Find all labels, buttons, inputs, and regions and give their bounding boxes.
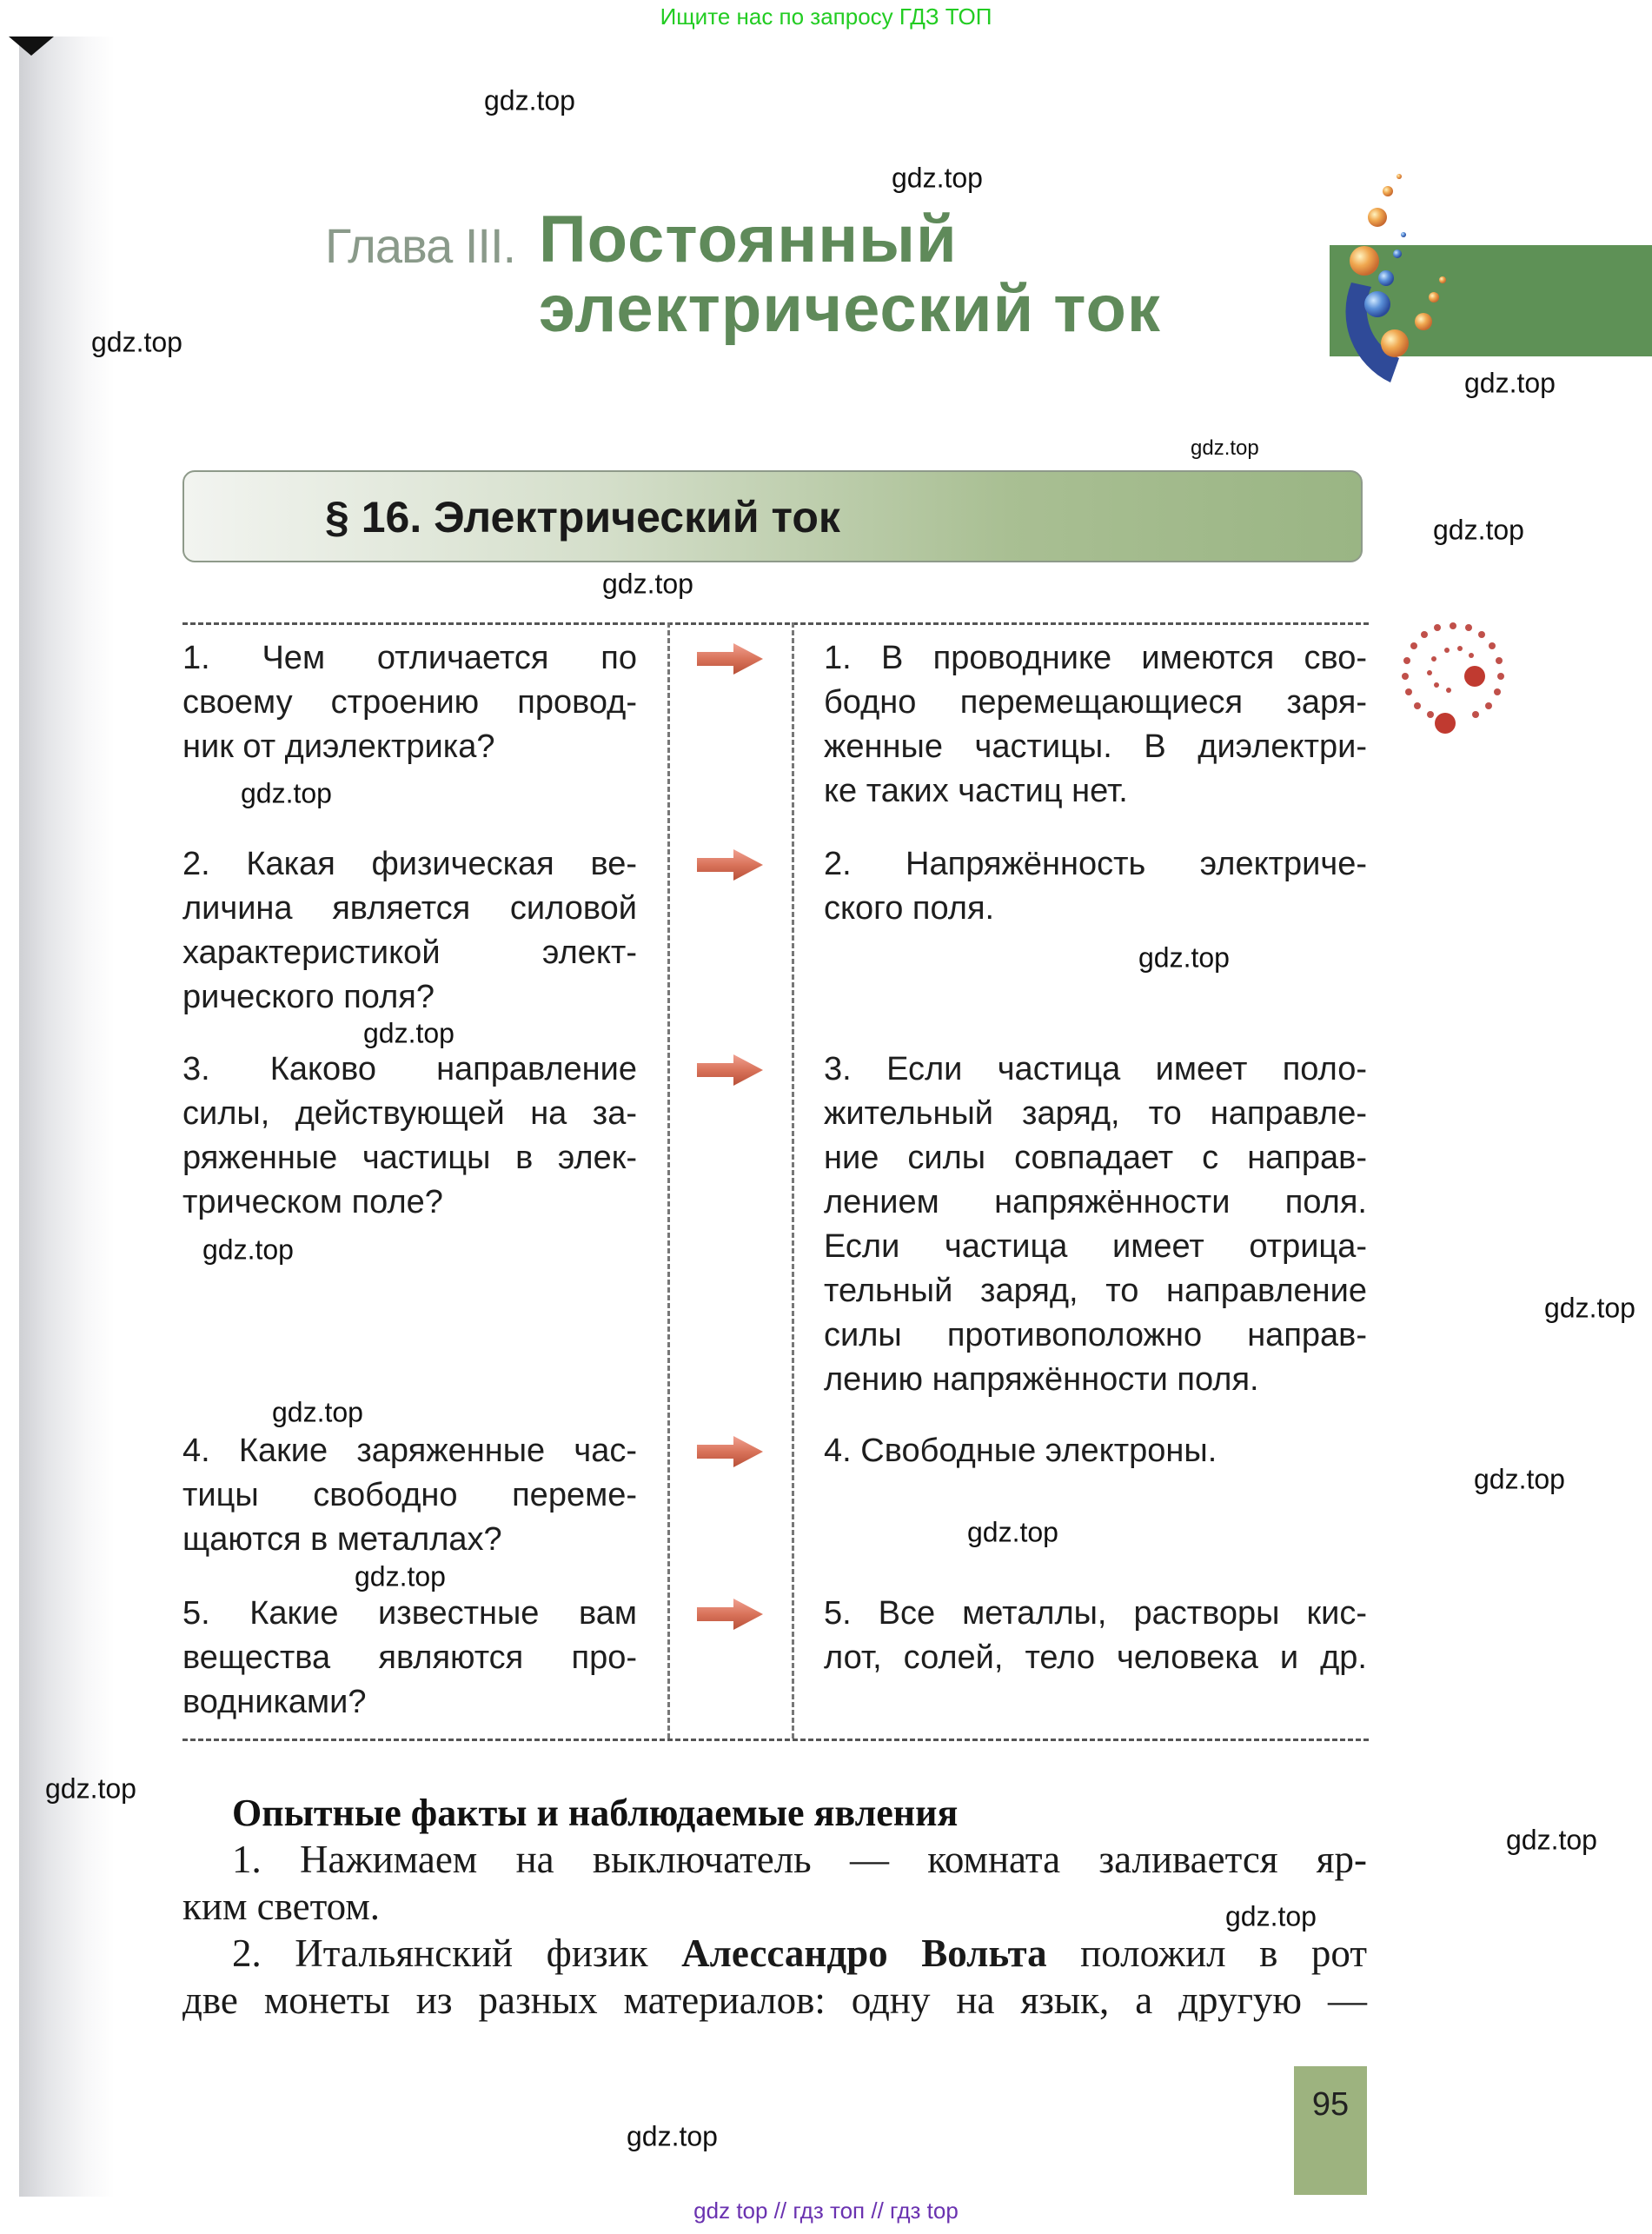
watermark: gdz.top	[363, 1017, 454, 1049]
question-1	[182, 636, 637, 769]
page-gutter-shadow	[19, 37, 115, 2197]
arrow-right-icon	[695, 848, 765, 882]
answer-line: Если частица имеет отрица-	[824, 1228, 1367, 1265]
answer-line: ского поля.	[824, 890, 995, 927]
question-5	[182, 1592, 637, 1725]
answer-1	[824, 636, 1367, 814]
question-line: щаются в металлах?	[182, 1521, 502, 1558]
answer-5	[824, 1592, 1367, 1680]
table-bottom-divider	[182, 1739, 1369, 1741]
watermark: gdz.top	[1544, 1292, 1635, 1324]
facts-heading: Опытные факты и наблюдаемые явления	[232, 1792, 959, 1834]
question-line: силы, действующей на за-	[182, 1095, 637, 1132]
watermark: gdz.top	[1464, 367, 1556, 399]
question-line: трическом поле?	[182, 1184, 443, 1220]
question-line: ник от диэлектрика?	[182, 728, 495, 765]
answer-3	[824, 1047, 1367, 1402]
section-title: § 16. Электрический ток	[325, 493, 840, 542]
corner-mark-icon	[9, 37, 54, 56]
answer-line: 2. Напряжённость электриче-	[824, 846, 1367, 882]
chapter-title-line1: Постоянный	[539, 203, 958, 276]
watermark: gdz.top	[45, 1772, 136, 1805]
answer-line: 4. Свободные электроны.	[824, 1433, 1217, 1469]
question-line: 2. Какая физическая ве-	[182, 846, 637, 882]
answer-4	[824, 1429, 1367, 1473]
fact-1-line1: 1. Нажимаем на выключатель — комната заливается яр-	[232, 1838, 1367, 1881]
answer-line: лением напряжённости поля.	[824, 1184, 1367, 1220]
scientist-name: Алессандро Вольта	[681, 1931, 1047, 1975]
answer-line: жительный заряд, то направле-	[824, 1095, 1367, 1132]
arrow-right-icon	[695, 1053, 765, 1087]
chapter-title-line2: электрический ток	[539, 272, 1161, 346]
watermark: gdz.top	[627, 2120, 718, 2152]
watermark: gdz.top	[355, 1560, 446, 1592]
search-hint-banner: Ищите нас по запросу ГДЗ ТОП	[660, 3, 992, 30]
watermark: gdz.top	[1225, 1900, 1317, 1932]
watermark: gdz.top	[1474, 1463, 1565, 1495]
chapter-decoration-banner	[1269, 174, 1652, 382]
atom-ornament-icon	[1395, 615, 1512, 741]
watermark: gdz.top	[967, 1516, 1058, 1548]
question-line: личина является силовой	[182, 890, 637, 927]
watermark: gdz.top	[202, 1233, 294, 1266]
watermark: gdz.top	[1506, 1824, 1597, 1856]
watermark: gdz.top	[272, 1396, 363, 1428]
answer-line: ке таких частиц нет.	[824, 773, 1128, 809]
question-line: тицы свободно переме-	[182, 1477, 637, 1513]
answer-line: тельный заряд, то направление	[824, 1273, 1367, 1309]
answer-line: лот, солей, тело человека и др.	[824, 1639, 1367, 1676]
fact-2-line1	[232, 1931, 1367, 1976]
answer-line: 1. В проводнике имеются сво-	[824, 640, 1367, 676]
chapter-label: Глава III.	[325, 218, 516, 273]
question-3	[182, 1047, 637, 1225]
question-2	[182, 842, 637, 1020]
answer-line: бодно перемещающиеся заря-	[824, 684, 1367, 721]
watermark: gdz.top	[1138, 941, 1230, 974]
answer-line: женные частицы. В диэлектри-	[824, 728, 1367, 765]
watermark: gdz.top	[484, 84, 575, 116]
watermark: gdz.top	[1191, 436, 1259, 460]
question-4	[182, 1429, 637, 1562]
watermark: gdz.top	[892, 162, 983, 194]
question-line: водниками?	[182, 1684, 367, 1720]
answer-line: 5. Все металлы, растворы кис-	[824, 1595, 1367, 1632]
fact-2-line2: две монеты из разных материалов: одну на язык, а другую —	[182, 1978, 1367, 2022]
watermark: gdz.top	[91, 326, 182, 358]
footer-links: gdz top // гдз топ // гдз top	[693, 2197, 959, 2224]
question-line: 4. Какие заряженные час-	[182, 1433, 637, 1469]
watermark: gdz.top	[241, 777, 332, 809]
arrow-right-icon	[695, 1597, 765, 1632]
question-line: рического поля?	[182, 979, 435, 1015]
answer-line: лению напряжённости поля.	[824, 1361, 1259, 1398]
question-line: 3. Каково направление	[182, 1051, 637, 1087]
answer-line: ние силы совпадает с направ-	[824, 1140, 1367, 1176]
question-line: своему строению провод-	[182, 684, 637, 721]
column-divider-left	[667, 622, 670, 1739]
answer-line: силы противоположно направ-	[824, 1317, 1367, 1353]
arrow-right-icon	[695, 642, 765, 676]
question-line: характеристикой элект-	[182, 934, 637, 971]
fact-2-text-a: 2. Итальянский физик	[232, 1931, 682, 1975]
question-line: вещества являются про-	[182, 1639, 637, 1676]
question-line: ряженные частицы в элек-	[182, 1140, 637, 1176]
table-top-divider	[182, 622, 1369, 625]
arrow-right-icon	[695, 1434, 765, 1469]
column-divider-right	[792, 622, 794, 1739]
question-line: 5. Какие известные вам	[182, 1595, 637, 1632]
watermark: gdz.top	[602, 568, 693, 600]
page-number: 95	[1311, 2086, 1350, 2123]
answer-line: 3. Если частица имеет поло-	[824, 1051, 1367, 1087]
question-line: 1. Чем отличается по	[182, 640, 637, 676]
fact-1-line2: ким светом.	[182, 1885, 381, 1928]
fact-2-text-b: положил в рот	[1046, 1931, 1367, 1975]
watermark: gdz.top	[1433, 514, 1524, 546]
answer-2	[824, 842, 1367, 931]
